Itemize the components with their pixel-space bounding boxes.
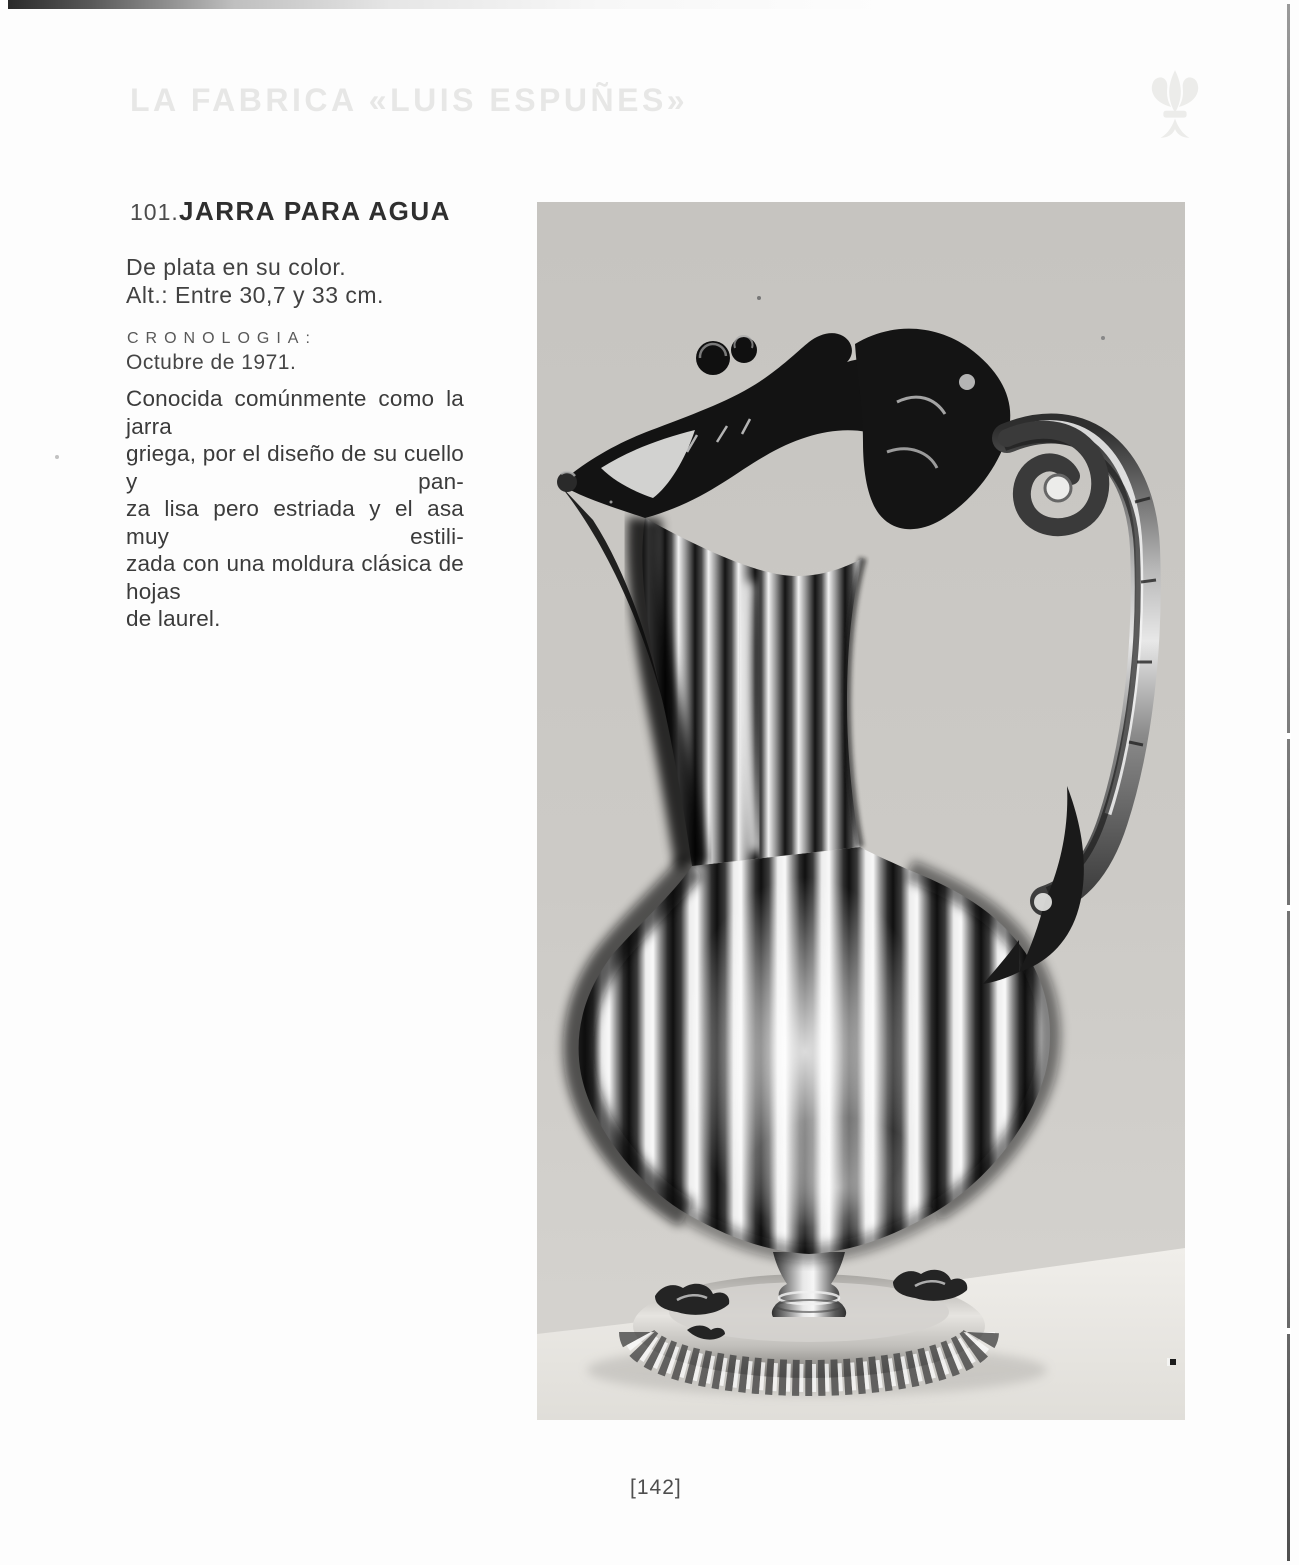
entry-height: Alt.: Entre 30,7 y 33 cm. bbox=[126, 282, 384, 308]
jug-photo-illustration bbox=[537, 202, 1185, 1420]
scan-artifact-line-gap bbox=[1286, 1328, 1291, 1334]
description-line: zada con una moldura clásica de hojas bbox=[126, 551, 464, 604]
scan-artifact-top-bar bbox=[0, 0, 1299, 9]
description-line: Conocida comúnmente como la jarra bbox=[126, 386, 464, 439]
jug-photograph bbox=[537, 202, 1185, 1420]
description-line: griega, por el diseño de su cuello y pan- bbox=[126, 441, 464, 494]
chronology-label: CRONOLOGIA: bbox=[127, 330, 317, 347]
scan-artifact-line-gap bbox=[1286, 733, 1291, 739]
page-number: [142] bbox=[630, 1476, 682, 1499]
scan-artifact-top-notch bbox=[0, 0, 8, 9]
entry-number: 101. bbox=[130, 199, 179, 225]
fleur-de-lis-icon bbox=[1146, 66, 1204, 144]
chronology-value: Octubre de 1971. bbox=[126, 351, 297, 374]
entry-description bbox=[126, 385, 464, 633]
chapter-header: LA FABRICA «LUIS ESPUÑES» bbox=[130, 82, 689, 118]
entry-title: JARRA PARA AGUA bbox=[179, 196, 451, 226]
entry-material: De plata en su color. bbox=[126, 254, 347, 280]
scan-speck bbox=[55, 455, 59, 459]
description-line: de laurel. bbox=[126, 606, 221, 631]
description-line: za lisa pero estriada y el asa muy estili- bbox=[126, 496, 464, 549]
scan-artifact-line-gap bbox=[1286, 905, 1291, 911]
